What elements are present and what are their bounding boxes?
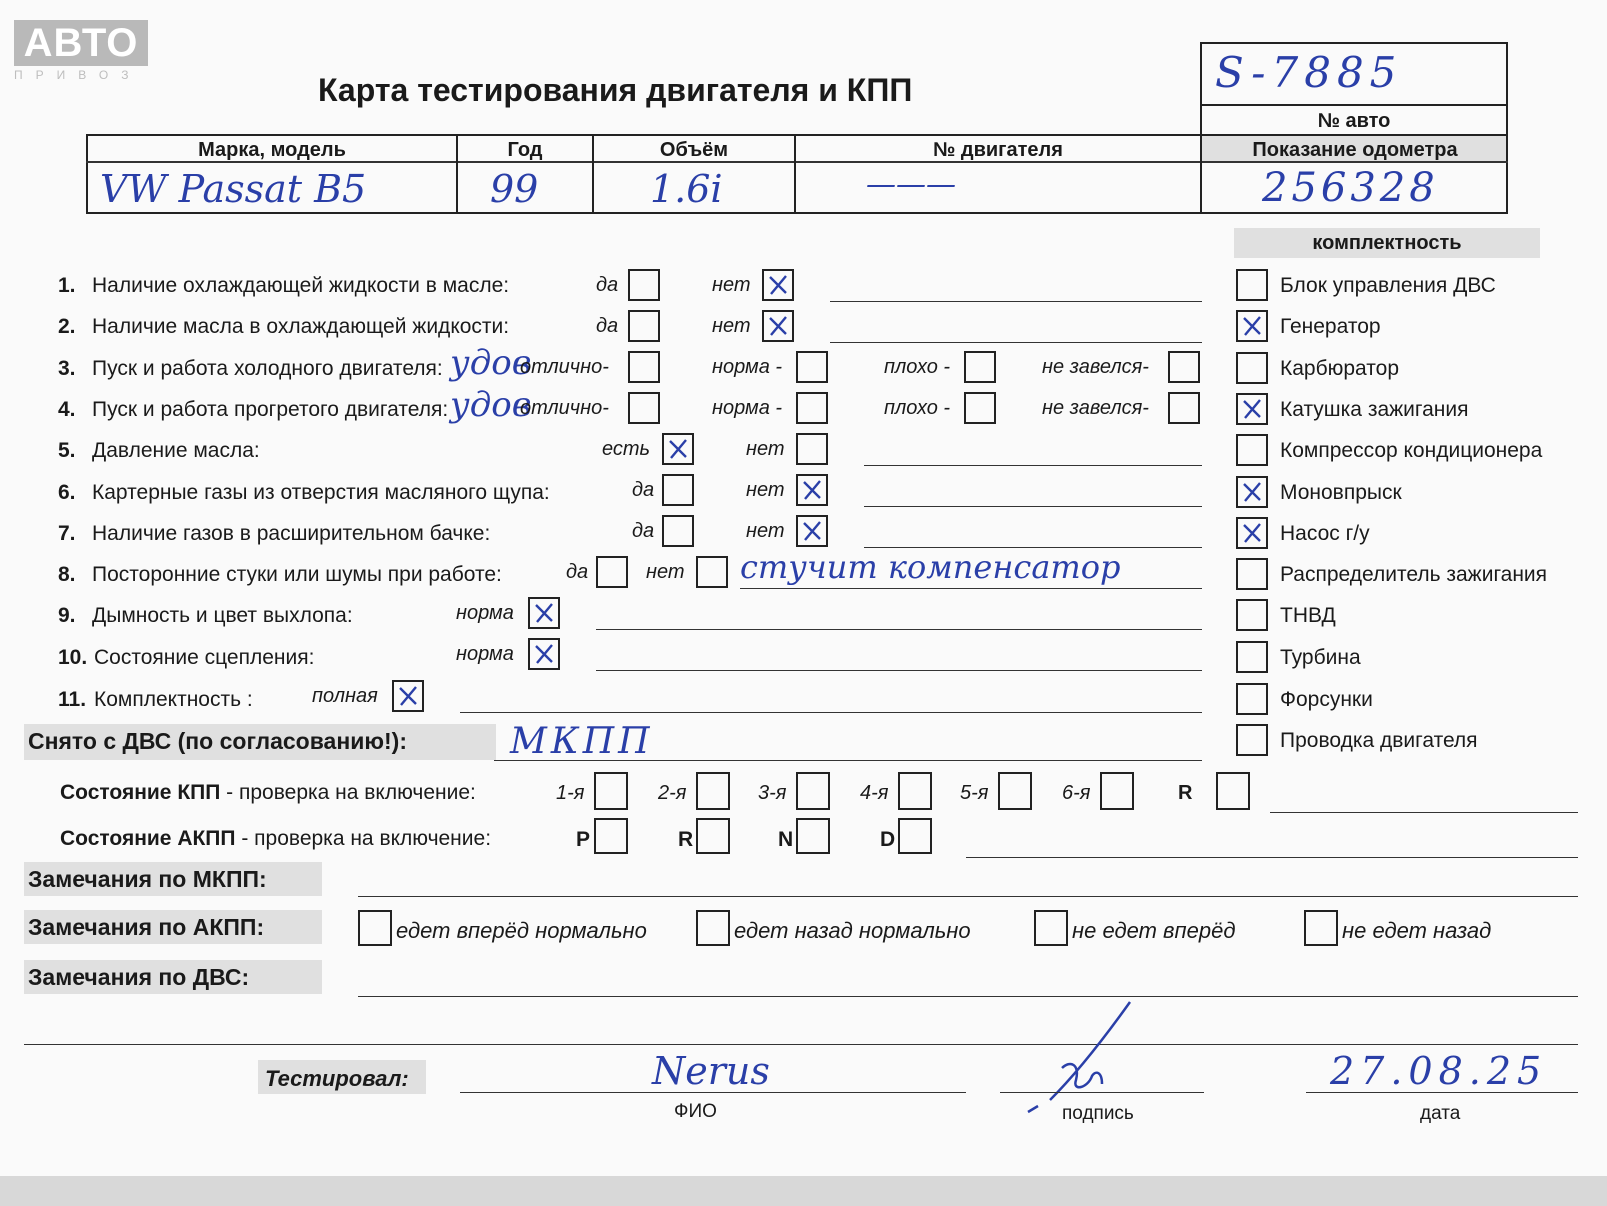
r10-line (596, 670, 1202, 671)
mkpp-gear-label: 2-я (658, 782, 687, 804)
completeness-item-label: Турбина (1280, 646, 1361, 669)
page-title: Карта тестирования двигателя и КПП (318, 72, 913, 108)
remarks-mkpp-label: Замечания по МКПП: (28, 866, 267, 892)
akpp-gear-checkbox[interactable] (594, 818, 628, 854)
r5-have-label: есть (602, 438, 651, 460)
mkpp-state-label: Состояние КПП - проверка на включение: (60, 781, 476, 804)
completeness-title: комплектность (1312, 232, 1462, 254)
r3-nostart-checkbox[interactable] (1168, 351, 1200, 383)
akpp-gear-checkbox[interactable] (796, 818, 830, 854)
r3-excellent-checkbox[interactable] (628, 351, 660, 383)
year-value: 99 (490, 167, 539, 211)
r5-no-checkbox[interactable] (796, 433, 828, 465)
removed-label: Снято с ДВС (по согласованию!): (28, 728, 407, 754)
akpp-no-forward-label: не едет вперёд (1072, 918, 1236, 943)
tester-name: Nerus (652, 1049, 770, 1093)
check-mark-icon (1240, 314, 1264, 338)
remarks-akpp-label: Замечания по АКПП: (28, 914, 265, 940)
r1-yes-checkbox[interactable] (628, 269, 660, 301)
akpp-gear-label: R (678, 828, 694, 851)
completeness-checkbox[interactable] (1236, 310, 1268, 342)
r4-bad-label: плохо - (884, 397, 951, 419)
akpp-gear-checkbox[interactable] (898, 818, 932, 854)
mkpp-line (1270, 812, 1578, 813)
remarks-dvs-label: Замечания по ДВС: (28, 964, 250, 990)
col-brand: Марка, модель (198, 139, 346, 161)
auto-number-value: S-7885 (1215, 48, 1403, 97)
r4-excellent-label: отлично- (520, 397, 609, 419)
akpp-no-forward-checkbox[interactable] (1034, 910, 1068, 946)
checklist-number: 2. (58, 315, 76, 338)
check-mark-icon (766, 273, 790, 297)
date-label: дата (1420, 1103, 1461, 1124)
checklist-number: 9. (58, 604, 76, 627)
akpp-no-back-label: не едет назад (1342, 918, 1492, 943)
r3-excellent-label: отлично- (520, 356, 609, 378)
completeness-item-label: Проводка двигателя (1280, 729, 1478, 752)
completeness-item-label: Распределитель зажигания (1280, 563, 1548, 586)
r3-nostart-label: не завелся- (1042, 356, 1149, 378)
fio-label: ФИО (674, 1101, 717, 1122)
mkpp-gear-label: 3-я (758, 782, 787, 804)
r7-no-checkbox[interactable] (796, 515, 828, 547)
r4-normal-checkbox[interactable] (796, 392, 828, 424)
r9-normal-label: норма (456, 602, 514, 624)
akpp-back-normal-label: едет назад нормально (734, 918, 971, 943)
akpp-no-back-checkbox[interactable] (1304, 910, 1338, 946)
akpp-line (966, 857, 1578, 858)
r2-no-checkbox[interactable] (762, 310, 794, 342)
checklist-number: 7. (58, 522, 76, 545)
completeness-checkbox[interactable] (1236, 269, 1268, 301)
check-mark-icon (800, 519, 824, 543)
completeness-item-label: Катушка зажигания (1280, 398, 1469, 421)
akpp-state-label: Состояние АКПП - проверка на включение: (60, 827, 492, 850)
tested-label: Тестировал: (265, 1066, 409, 1091)
r1-no-checkbox[interactable] (762, 269, 794, 301)
checklist-label: Картерные газы из отверстия масляного щупа: (92, 481, 550, 504)
r10-normal-label: норма (456, 643, 514, 665)
r3-normal-checkbox[interactable] (796, 351, 828, 383)
checklist-label: Наличие масла в охлаждающей жидкости: (92, 315, 510, 338)
checklist-number: 4. (58, 398, 76, 421)
r3-bad-label: плохо - (884, 356, 951, 378)
completeness-checkbox[interactable] (1236, 683, 1268, 715)
akpp-gear-label: D (880, 828, 896, 851)
completeness-checkbox[interactable] (1236, 393, 1268, 425)
r8-yes-checkbox[interactable] (596, 556, 628, 588)
completeness-item-label: Блок управления ДВС (1280, 274, 1496, 297)
footer-separator (24, 1044, 1578, 1045)
checklist-label: Состояние сцепления: (94, 646, 315, 669)
r8-handwritten-note: стучит компенсатор (740, 548, 1121, 586)
completeness-checkbox[interactable] (1236, 476, 1268, 508)
checklist-label: Пуск и работа прогретого двигателя: (92, 398, 449, 421)
check-mark-icon (1240, 480, 1264, 504)
completeness-checkbox[interactable] (1236, 434, 1268, 466)
mkpp-gear-checkbox[interactable] (696, 772, 730, 810)
completeness-item-label: Компрессор кондиционера (1280, 439, 1543, 462)
completeness-item-label: Генератор (1280, 315, 1381, 338)
checklist-number: 5. (58, 439, 76, 462)
r6-yes-checkbox[interactable] (662, 474, 694, 506)
r9-normal-checkbox[interactable] (528, 597, 560, 629)
r11-full-label: полная (312, 685, 378, 707)
r6-no-label: нет (746, 479, 785, 501)
akpp-gear-label: N (778, 828, 794, 851)
r8-yes-label: да (566, 561, 589, 583)
volume-value: 1.6i (650, 167, 723, 211)
r7-yes-checkbox[interactable] (662, 515, 694, 547)
checklist-number: 6. (58, 481, 76, 504)
r6-line (864, 506, 1202, 507)
checklist-number: 11. (58, 688, 87, 711)
logo: АВТО (14, 20, 148, 66)
mkpp-gear-label: 4-я (860, 782, 889, 804)
checklist-label: Дымность и цвет выхлопа: (92, 604, 353, 627)
mkpp-gear-label: R (1178, 782, 1193, 804)
check-mark-icon (396, 684, 420, 708)
r4-normal-label: норма - (712, 397, 783, 419)
r4-excellent-checkbox[interactable] (628, 392, 660, 424)
r8-no-checkbox[interactable] (696, 556, 728, 588)
check-mark-icon (532, 642, 556, 666)
mkpp-gear-label: 6-я (1062, 782, 1091, 804)
completeness-checkbox[interactable] (1236, 724, 1268, 756)
completeness-item-label: ТНВД (1280, 604, 1336, 627)
r6-no-checkbox[interactable] (796, 474, 828, 506)
checklist-label: Наличие охлаждающей жидкости в масле: (92, 274, 510, 297)
check-mark-icon (800, 478, 824, 502)
r7-yes-label: да (632, 520, 655, 542)
checklist-number: 3. (58, 357, 76, 380)
r8-no-label: нет (646, 561, 685, 583)
checklist-label: Наличие газов в расширительном бачке: (92, 522, 491, 545)
odometer-value: 256328 (1262, 165, 1439, 211)
r3-normal-label: норма - (712, 356, 783, 378)
col-year: Год (507, 139, 543, 161)
removed-line (494, 760, 1202, 761)
completeness-checkbox[interactable] (1236, 599, 1268, 631)
r1-line (830, 301, 1202, 302)
akpp-back-normal-checkbox[interactable] (696, 910, 730, 946)
r4-handwritten: удов (450, 385, 532, 425)
r2-yes-label: да (596, 315, 619, 337)
mkpp-gear-checkbox[interactable] (898, 772, 932, 810)
mkpp-gear-checkbox[interactable] (998, 772, 1032, 810)
akpp-forward-normal-checkbox[interactable] (358, 910, 392, 946)
mkpp-gear-checkbox[interactable] (1216, 772, 1250, 810)
r7-no-label: нет (746, 520, 785, 542)
r9-line (596, 629, 1202, 630)
r4-bad-checkbox[interactable] (964, 392, 996, 424)
signature-icon (1010, 1000, 1170, 1120)
akpp-gear-checkbox[interactable] (696, 818, 730, 854)
completeness-item-label: Моновпрыск (1280, 481, 1402, 504)
completeness-item-label: Форсунки (1280, 688, 1373, 711)
signature-label: подпись (1062, 1103, 1134, 1124)
r2-no-label: нет (712, 315, 751, 337)
completeness-checkbox[interactable] (1236, 558, 1268, 590)
r4-nostart-label: не завелся- (1042, 397, 1149, 419)
check-mark-icon (532, 601, 556, 625)
mkpp-gear-checkbox[interactable] (1100, 772, 1134, 810)
test-date: 27.08.25 (1330, 1049, 1548, 1093)
r10-normal-checkbox[interactable] (528, 638, 560, 670)
remarks-dvs-line (358, 996, 1578, 997)
r1-yes-label: да (596, 274, 619, 296)
brand-value: VW Passat B5 (100, 167, 367, 211)
fio-line (460, 1092, 966, 1093)
checklist-number: 10. (58, 646, 88, 669)
r1-no-label: нет (712, 274, 751, 296)
checklist-label: Пуск и работа холодного двигателя: (92, 357, 443, 380)
r6-yes-label: да (632, 479, 655, 501)
check-mark-icon (1240, 521, 1264, 545)
engine-number-value: ——— (866, 167, 956, 202)
auto-number-label: № авто (1317, 110, 1391, 132)
signature-line (1000, 1092, 1204, 1093)
checklist-label: Комплектность : (94, 688, 253, 711)
r4-nostart-checkbox[interactable] (1168, 392, 1200, 424)
r11-line (460, 712, 1202, 713)
completeness-checkbox[interactable] (1236, 517, 1268, 549)
check-mark-icon (766, 314, 790, 338)
r8-line (740, 588, 1202, 589)
r5-no-label: нет (746, 438, 785, 460)
akpp-gear-label: P (576, 828, 591, 851)
completeness-checkbox[interactable] (1236, 641, 1268, 673)
r2-line (830, 342, 1202, 343)
mkpp-gear-checkbox[interactable] (796, 772, 830, 810)
date-line (1306, 1092, 1578, 1093)
col-volume: Объём (659, 139, 729, 161)
col-odometer: Показание одометра (1252, 139, 1458, 161)
logo-sub: ПРИВОЗ (14, 68, 142, 82)
mkpp-gear-label: 1-я (556, 782, 585, 804)
check-mark-icon (666, 437, 690, 461)
checklist-number: 1. (58, 274, 76, 297)
akpp-forward-normal-label: едет вперёд нормально (396, 918, 647, 943)
r5-have-checkbox[interactable] (662, 433, 694, 465)
removed-handwritten: МКПП (510, 721, 654, 762)
r2-yes-checkbox[interactable] (628, 310, 660, 342)
r3-handwritten: удов (450, 343, 532, 383)
r11-full-checkbox[interactable] (392, 680, 424, 712)
remarks-mkpp-line (358, 896, 1578, 897)
completeness-checkbox[interactable] (1236, 352, 1268, 384)
check-mark-icon (1240, 397, 1264, 421)
completeness-item-label: Насос г/у (1280, 522, 1370, 545)
col-engine-number: № двигателя (933, 139, 1063, 161)
checklist-label: Давление масла: (92, 439, 260, 462)
r5-line (864, 465, 1202, 466)
completeness-item-label: Карбюратор (1280, 357, 1400, 380)
mkpp-gear-label: 5-я (960, 782, 989, 804)
mkpp-gear-checkbox[interactable] (594, 772, 628, 810)
checklist-label: Посторонние стуки или шумы при работе: (92, 563, 502, 586)
checklist-number: 8. (58, 563, 76, 586)
r3-bad-checkbox[interactable] (964, 351, 996, 383)
